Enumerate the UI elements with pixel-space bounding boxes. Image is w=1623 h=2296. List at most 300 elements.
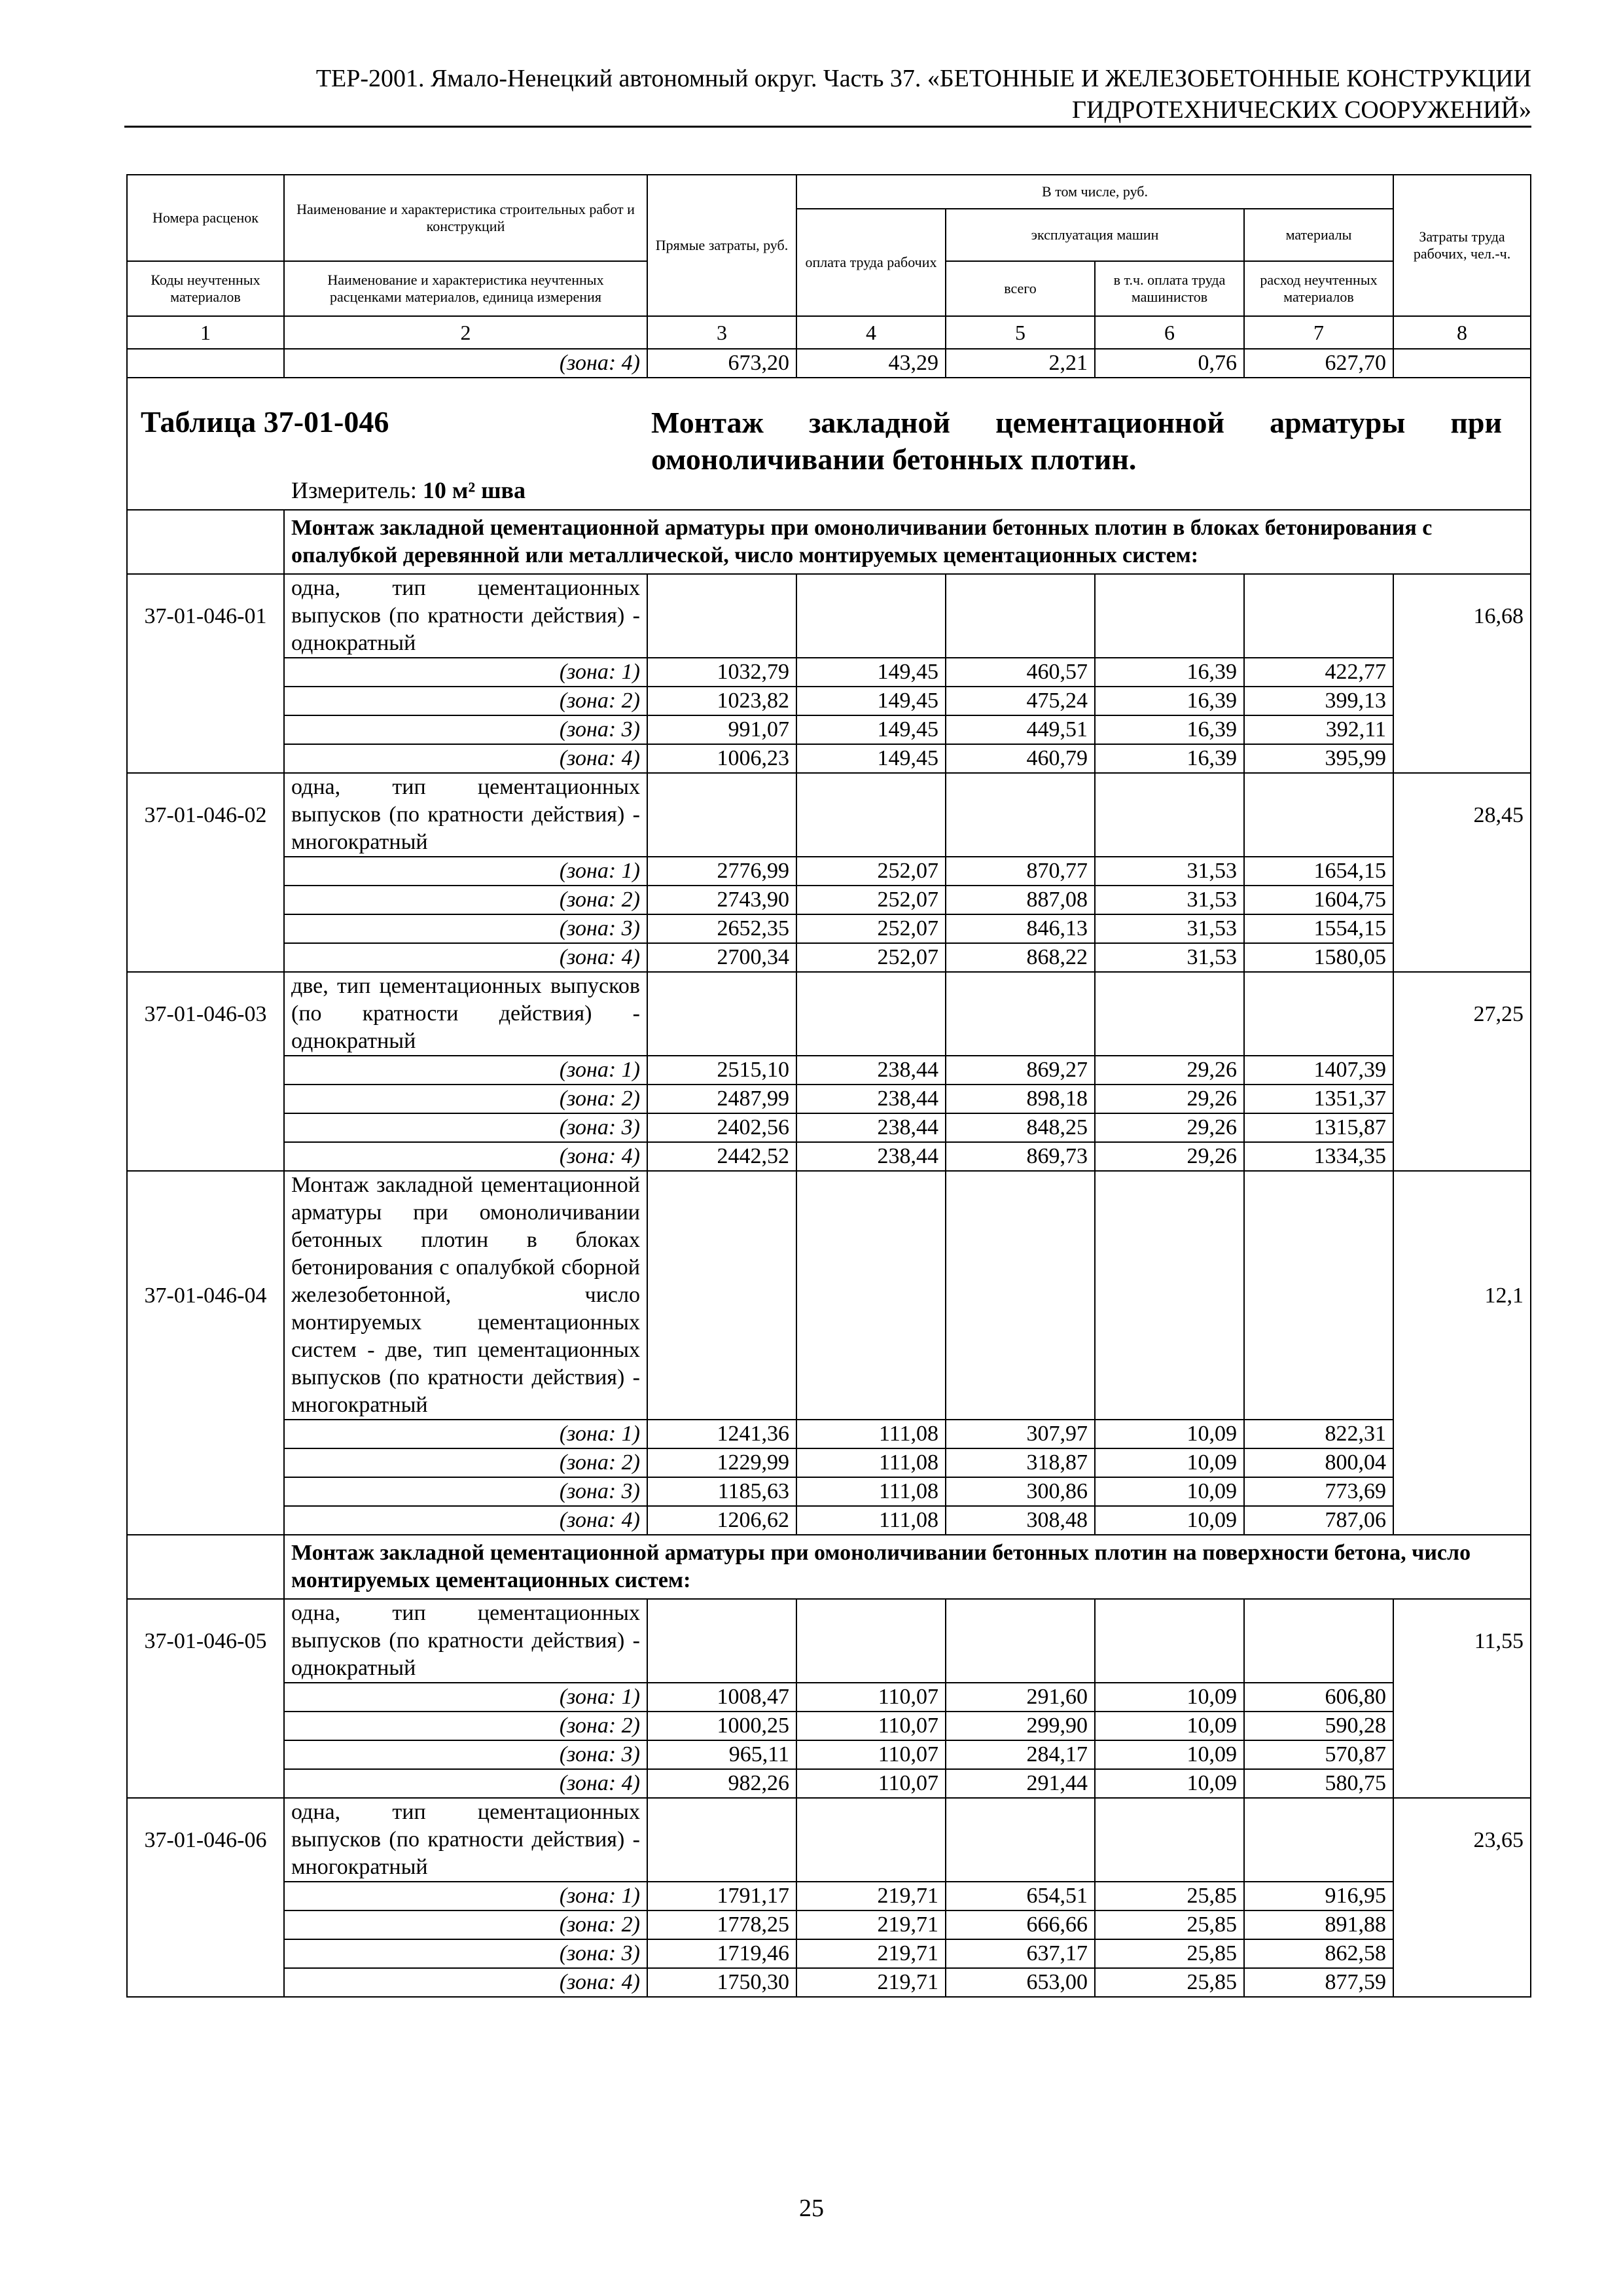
machinist-pay: 31,53 <box>1095 914 1244 943</box>
direct-cost: 982,26 <box>647 1769 796 1798</box>
page-number: 25 <box>799 2195 824 2222</box>
labor-hours-cell <box>1393 687 1531 715</box>
direct-cost: 1229,99 <box>647 1448 796 1477</box>
rate-description: одна, тип цементационных выпусков (по кратности действия) - многократный <box>284 1798 647 1882</box>
measure-label: Измеритель: <box>291 477 417 503</box>
empty-cell <box>647 972 796 1056</box>
table-name: Монтаж закладной цементационной арматуры при омоноличивании бетонных плотин. <box>651 406 1502 476</box>
direct-cost: 1778,25 <box>647 1910 796 1939</box>
machinist-pay: 10,09 <box>1095 1769 1244 1798</box>
section-1-code <box>127 510 284 574</box>
direct-cost: 2515,10 <box>647 1056 796 1085</box>
labor-pay: 149,45 <box>796 715 946 744</box>
machines-total: 846,13 <box>946 914 1095 943</box>
labor-hours-cell <box>1393 914 1531 943</box>
materials: 1407,39 <box>1244 1056 1393 1085</box>
materials: 877,59 <box>1244 1968 1393 1997</box>
rate-description: одна, тип цементационных выпусков (по кратности действия) - многократный <box>284 773 647 857</box>
labor-pay: 219,71 <box>796 1882 946 1910</box>
empty-cell <box>796 972 946 1056</box>
zone-row <box>127 1740 1531 1769</box>
zone-label: (зона: 4) <box>284 1968 647 1997</box>
machines-total: 887,08 <box>946 886 1095 914</box>
direct-cost: 1719,46 <box>647 1939 796 1968</box>
machinist-pay: 25,85 <box>1095 1968 1244 1997</box>
zone-label: (зона: 3) <box>284 914 647 943</box>
direct-cost: 1032,79 <box>647 658 796 687</box>
machines-total: 460,79 <box>946 744 1095 773</box>
machinist-pay: 16,39 <box>1095 687 1244 715</box>
zone-row <box>127 1769 1531 1798</box>
code-cell <box>127 1506 284 1535</box>
section-2-code <box>127 1535 284 1599</box>
labor-pay: 238,44 <box>796 1142 946 1171</box>
machinist-pay: 10,09 <box>1095 1448 1244 1477</box>
labor-pay: 110,07 <box>796 1712 946 1740</box>
labor-pay: 110,07 <box>796 1740 946 1769</box>
labor-pay: 252,07 <box>796 914 946 943</box>
materials: 422,77 <box>1244 658 1393 687</box>
direct-cost: 673,20 <box>647 349 796 378</box>
zone-row <box>127 886 1531 914</box>
direct-cost: 2402,56 <box>647 1113 796 1142</box>
materials: 590,28 <box>1244 1712 1393 1740</box>
zone-label: (зона: 2) <box>284 1910 647 1939</box>
machines-total: 308,48 <box>946 1506 1095 1535</box>
rate-item-row <box>127 972 1531 1056</box>
direct-cost: 991,07 <box>647 715 796 744</box>
rate-description: две, тип цементационных выпусков (по кратности действия) - однократный <box>284 972 647 1056</box>
labor-hours-cell <box>1393 1769 1531 1798</box>
code-cell <box>127 1939 284 1968</box>
labor-pay: 111,08 <box>796 1448 946 1477</box>
machinist-pay: 31,53 <box>1095 857 1244 886</box>
machinist-pay: 31,53 <box>1095 943 1244 972</box>
materials: 580,75 <box>1244 1769 1393 1798</box>
machinist-pay: 10,09 <box>1095 1712 1244 1740</box>
direct-cost: 2700,34 <box>647 943 796 972</box>
materials: 570,87 <box>1244 1740 1393 1769</box>
col-header-mat: материалы <box>1244 209 1393 261</box>
empty-cell <box>796 1599 946 1683</box>
machinist-pay: 29,26 <box>1095 1113 1244 1142</box>
zone-row <box>127 687 1531 715</box>
empty-cell <box>946 1171 1095 1420</box>
rate-code: 37-01-046-02 <box>127 773 284 857</box>
zone-row <box>127 1477 1531 1506</box>
col-num-1: 1 <box>127 316 284 349</box>
code-cell <box>127 857 284 886</box>
rate-code: 37-01-046-05 <box>127 1599 284 1683</box>
header-row-1 <box>127 175 1531 209</box>
labor-pay: 219,71 <box>796 1939 946 1968</box>
labor-hours: 12,1 <box>1393 1171 1531 1420</box>
direct-cost: 1006,23 <box>647 744 796 773</box>
empty-cell <box>1095 972 1244 1056</box>
direct-cost: 1750,30 <box>647 1968 796 1997</box>
labor-hours-cell <box>1393 1142 1531 1171</box>
zone-label: (зона: 1) <box>284 1420 647 1448</box>
machinist-pay: 29,26 <box>1095 1142 1244 1171</box>
labor-hours-cell <box>1393 744 1531 773</box>
zone-row <box>127 715 1531 744</box>
materials: 1315,87 <box>1244 1113 1393 1142</box>
machines-total: 898,18 <box>946 1085 1095 1113</box>
rate-description: одна, тип цементационных выпусков (по кратности действия) - однократный <box>284 574 647 658</box>
col-header-2a: Наименование и характеристика строительных работ и конструкций <box>284 175 647 261</box>
zone-label: (зона: 1) <box>284 1882 647 1910</box>
machines-total: 291,60 <box>946 1683 1095 1712</box>
code-cell <box>127 715 284 744</box>
code-cell <box>127 1910 284 1939</box>
labor-hours <box>1393 349 1531 378</box>
empty-cell <box>647 773 796 857</box>
labor-hours-cell <box>1393 943 1531 972</box>
empty-cell <box>1244 773 1393 857</box>
col-num-6: 6 <box>1095 316 1244 349</box>
rate-item-row <box>127 1171 1531 1420</box>
col-num-7: 7 <box>1244 316 1393 349</box>
machines-total: 307,97 <box>946 1420 1095 1448</box>
code-cell <box>127 1056 284 1085</box>
empty-cell <box>647 574 796 658</box>
machinist-pay: 10,09 <box>1095 1683 1244 1712</box>
labor-hours-cell <box>1393 658 1531 687</box>
direct-cost: 1185,63 <box>647 1477 796 1506</box>
direct-cost: 1791,17 <box>647 1882 796 1910</box>
labor-pay: 238,44 <box>796 1085 946 1113</box>
machines-total: 869,73 <box>946 1142 1095 1171</box>
zone-label: (зона: 3) <box>284 1740 647 1769</box>
empty-cell <box>946 773 1095 857</box>
materials: 392,11 <box>1244 715 1393 744</box>
empty-cell <box>796 1798 946 1882</box>
code-cell <box>127 687 284 715</box>
empty-cell <box>946 1599 1095 1683</box>
empty-cell <box>946 1798 1095 1882</box>
zone-label: (зона: 2) <box>284 1448 647 1477</box>
code-cell <box>127 1477 284 1506</box>
code-cell <box>127 1683 284 1712</box>
materials: 1334,35 <box>1244 1142 1393 1171</box>
empty-cell <box>1095 1599 1244 1683</box>
materials: 822,31 <box>1244 1420 1393 1448</box>
empty-cell <box>1095 1798 1244 1882</box>
zone-label: (зона: 1) <box>284 857 647 886</box>
zone-label: (зона: 1) <box>284 658 647 687</box>
code-cell <box>127 1712 284 1740</box>
labor-pay: 43,29 <box>796 349 946 378</box>
section-2-title: Монтаж закладной цементационной арматуры при омоноличивании бетонных плотин на поверхности бетона, число монтируемых цементационных систем: <box>284 1535 1531 1599</box>
zone-row <box>127 1448 1531 1477</box>
machinist-pay: 10,09 <box>1095 1477 1244 1506</box>
column-number-row <box>127 316 1531 349</box>
col-header-5: всего <box>946 261 1095 316</box>
zone-label: (зона: 2) <box>284 886 647 914</box>
materials: 862,58 <box>1244 1939 1393 1968</box>
empty-cell <box>1244 1798 1393 1882</box>
code-cell <box>127 1769 284 1798</box>
col-header-7: расход неучтенных материалов <box>1244 261 1393 316</box>
table-measure <box>291 476 526 504</box>
rate-item-row <box>127 773 1531 857</box>
empty-cell <box>647 1798 796 1882</box>
labor-hours-cell <box>1393 857 1531 886</box>
materials: 773,69 <box>1244 1477 1393 1506</box>
labor-hours-cell <box>1393 1506 1531 1535</box>
direct-cost: 2743,90 <box>647 886 796 914</box>
zone-row <box>127 1939 1531 1968</box>
empty-cell <box>647 1171 796 1420</box>
col-num-4: 4 <box>796 316 946 349</box>
rate-item-row <box>127 1798 1531 1882</box>
section-1-title: Монтаж закладной цементационной арматуры при омоноличивании бетонных плотин в блоках бетонирования с опалубкой деревянной или металлической, число монтируемых цементационных систем: <box>284 510 1531 574</box>
labor-hours-cell <box>1393 1939 1531 1968</box>
code-cell <box>127 1882 284 1910</box>
machines-total: 284,17 <box>946 1740 1095 1769</box>
zone-row <box>127 1712 1531 1740</box>
zone-label: (зона: 2) <box>284 687 647 715</box>
labor-hours: 23,65 <box>1393 1798 1531 1882</box>
machines-total: 848,25 <box>946 1113 1095 1142</box>
rate-description: одна, тип цементационных выпусков (по кратности действия) - однократный <box>284 1599 647 1683</box>
zone-row <box>127 1683 1531 1712</box>
rate-code: 37-01-046-01 <box>127 574 284 658</box>
zone-label: (зона: 1) <box>284 1683 647 1712</box>
materials: 800,04 <box>1244 1448 1393 1477</box>
zone-label: (зона: 4) <box>284 349 647 378</box>
col-header-2b: Наименование и характеристика неучтенных расценками материалов, единица измерения <box>284 261 647 316</box>
labor-hours: 28,45 <box>1393 773 1531 857</box>
rate-item-row <box>127 574 1531 658</box>
materials: 1351,37 <box>1244 1085 1393 1113</box>
machines-total: 666,66 <box>946 1910 1095 1939</box>
machinist-pay: 10,09 <box>1095 1740 1244 1769</box>
zone-label: (зона: 2) <box>284 1085 647 1113</box>
labor-hours-cell <box>1393 1683 1531 1712</box>
machinist-pay: 10,09 <box>1095 1420 1244 1448</box>
code-cell <box>127 1968 284 1997</box>
zone-row <box>127 914 1531 943</box>
direct-cost: 1008,47 <box>647 1683 796 1712</box>
machines-total: 653,00 <box>946 1968 1095 1997</box>
machinist-pay: 31,53 <box>1095 886 1244 914</box>
machines-total: 449,51 <box>946 715 1095 744</box>
labor-pay: 252,07 <box>796 857 946 886</box>
labor-hours-cell <box>1393 1910 1531 1939</box>
col-num-5: 5 <box>946 316 1095 349</box>
zone-label: (зона: 3) <box>284 1939 647 1968</box>
page-header <box>124 63 1531 126</box>
labor-pay: 149,45 <box>796 744 946 773</box>
labor-hours-cell <box>1393 1113 1531 1142</box>
materials: 916,95 <box>1244 1882 1393 1910</box>
col-header-6: в т.ч. оплата труда машинистов <box>1095 261 1244 316</box>
empty-cell <box>1244 1599 1393 1683</box>
labor-hours-cell <box>1393 1477 1531 1506</box>
header-line-2: ГИДРОТЕХНИЧЕСКИХ СООРУЖЕНИЙ» <box>1071 96 1531 124</box>
direct-cost: 1206,62 <box>647 1506 796 1535</box>
machines-total: 870,77 <box>946 857 1095 886</box>
machinist-pay: 29,26 <box>1095 1085 1244 1113</box>
machines-total: 654,51 <box>946 1882 1095 1910</box>
empty-cell <box>796 574 946 658</box>
machines-total: 2,21 <box>946 349 1095 378</box>
machinist-pay: 29,26 <box>1095 1056 1244 1085</box>
direct-cost: 2776,99 <box>647 857 796 886</box>
zone-label: (зона: 4) <box>284 943 647 972</box>
col-header-8: Затраты труда рабочих, чел.-ч. <box>1393 175 1531 316</box>
empty-cell <box>1244 1171 1393 1420</box>
materials: 1604,75 <box>1244 886 1393 914</box>
direct-cost: 1241,36 <box>647 1420 796 1448</box>
labor-pay: 252,07 <box>796 886 946 914</box>
materials: 627,70 <box>1244 349 1393 378</box>
labor-hours-cell <box>1393 1085 1531 1113</box>
labor-pay: 149,45 <box>796 658 946 687</box>
rate-code: 37-01-046-03 <box>127 972 284 1056</box>
zone-row <box>127 1142 1531 1171</box>
empty-cell <box>1244 574 1393 658</box>
labor-hours-cell <box>1393 1882 1531 1910</box>
machinist-pay: 16,39 <box>1095 744 1244 773</box>
zone-row <box>127 1085 1531 1113</box>
labor-pay: 219,71 <box>796 1968 946 1997</box>
empty-cell <box>796 1171 946 1420</box>
zone-row <box>127 1882 1531 1910</box>
machines-total: 300,86 <box>946 1477 1095 1506</box>
measure-value: 10 м² шва <box>422 477 526 503</box>
col-num-8: 8 <box>1393 316 1531 349</box>
materials: 606,80 <box>1244 1683 1393 1712</box>
direct-cost: 965,11 <box>647 1740 796 1769</box>
zone-label: (зона: 3) <box>284 715 647 744</box>
code-cell <box>127 914 284 943</box>
zone-row <box>127 1113 1531 1142</box>
rate-code: 37-01-046-06 <box>127 1798 284 1882</box>
code-cell <box>127 1113 284 1142</box>
labor-hours-cell <box>1393 1056 1531 1085</box>
col-header-mach: эксплуатация машин <box>946 209 1244 261</box>
materials: 1654,15 <box>1244 857 1393 886</box>
materials: 399,13 <box>1244 687 1393 715</box>
rate-item-row <box>127 1599 1531 1683</box>
zone-row <box>127 1056 1531 1085</box>
rate-code: 37-01-046-04 <box>127 1171 284 1420</box>
empty-cell <box>1095 574 1244 658</box>
table-title-cell <box>127 378 1531 510</box>
labor-hours: 11,55 <box>1393 1599 1531 1683</box>
labor-pay: 111,08 <box>796 1420 946 1448</box>
labor-pay: 111,08 <box>796 1506 946 1535</box>
zone-row <box>127 857 1531 886</box>
materials: 891,88 <box>1244 1910 1393 1939</box>
header-divider <box>124 126 1531 128</box>
col-header-1a: Номера расценок <box>127 175 284 261</box>
direct-cost: 2652,35 <box>647 914 796 943</box>
materials: 1580,05 <box>1244 943 1393 972</box>
labor-hours: 27,25 <box>1393 972 1531 1056</box>
zone-row <box>127 658 1531 687</box>
machinist-pay: 16,39 <box>1095 658 1244 687</box>
col-header-incl: В том числе, руб. <box>796 175 1393 209</box>
labor-hours-cell <box>1393 886 1531 914</box>
zone-row <box>127 1420 1531 1448</box>
code-cell <box>127 1142 284 1171</box>
labor-pay: 238,44 <box>796 1056 946 1085</box>
code-cell <box>127 658 284 687</box>
labor-pay: 252,07 <box>796 943 946 972</box>
machinist-pay: 25,85 <box>1095 1939 1244 1968</box>
direct-cost: 1023,82 <box>647 687 796 715</box>
zone-row <box>127 1910 1531 1939</box>
zone-row <box>127 943 1531 972</box>
machines-total: 868,22 <box>946 943 1095 972</box>
machines-total: 318,87 <box>946 1448 1095 1477</box>
labor-hours: 16,68 <box>1393 574 1531 658</box>
rates-table <box>126 174 1531 1998</box>
col-num-2: 2 <box>284 316 647 349</box>
table-title-row <box>127 378 1531 510</box>
zone-label: (зона: 4) <box>284 744 647 773</box>
labor-pay: 110,07 <box>796 1769 946 1798</box>
previous-table-row <box>127 349 1531 378</box>
zone-row <box>127 744 1531 773</box>
machinist-pay: 0,76 <box>1095 349 1244 378</box>
col-header-3: Прямые затраты, руб. <box>647 175 796 316</box>
zone-label: (зона: 2) <box>284 1712 647 1740</box>
empty-cell <box>946 574 1095 658</box>
labor-pay: 111,08 <box>796 1477 946 1506</box>
col-header-1b: Коды неучтенных материалов <box>127 261 284 316</box>
labor-hours-cell <box>1393 1712 1531 1740</box>
zone-label: (зона: 4) <box>284 1769 647 1798</box>
zone-row <box>127 1506 1531 1535</box>
code-cell <box>127 744 284 773</box>
machines-total: 291,44 <box>946 1769 1095 1798</box>
machinist-pay: 10,09 <box>1095 1506 1244 1535</box>
empty-cell <box>1244 972 1393 1056</box>
code-cell <box>127 1448 284 1477</box>
zone-label: (зона: 4) <box>284 1142 647 1171</box>
zone-row <box>127 1968 1531 1997</box>
zone-label: (зона: 3) <box>284 1113 647 1142</box>
machinist-pay: 16,39 <box>1095 715 1244 744</box>
code-cell <box>127 1740 284 1769</box>
machinist-pay: 25,85 <box>1095 1910 1244 1939</box>
code-cell <box>127 886 284 914</box>
col-num-3: 3 <box>647 316 796 349</box>
zone-label: (зона: 3) <box>284 1477 647 1506</box>
machines-total: 637,17 <box>946 1939 1095 1968</box>
rate-description: Монтаж закладной цементационной арматуры при омоноличивании бетонных плотин в блоках бетонирования с опалубкой сборной железобетонной, число монтируемых цементационных систем - две, тип цементационных выпусков (по кратности действия) - многократный <box>284 1171 647 1420</box>
header-line-1: ТЕР-2001. Ямало-Ненецкий автономный округ. Часть 37. «БЕТОННЫЕ И ЖЕЛЕЗОБЕТОННЫЕ КОНСТРУКЦИИ <box>315 65 1531 92</box>
empty-cell <box>946 972 1095 1056</box>
labor-hours-cell <box>1393 715 1531 744</box>
direct-cost: 2442,52 <box>647 1142 796 1171</box>
labor-hours-cell <box>1393 1740 1531 1769</box>
materials: 395,99 <box>1244 744 1393 773</box>
empty-cell <box>796 773 946 857</box>
machines-total: 460,57 <box>946 658 1095 687</box>
labor-pay: 110,07 <box>796 1683 946 1712</box>
col-header-4: оплата труда рабочих <box>796 209 946 316</box>
table-number: Таблица 37-01-046 <box>141 405 389 439</box>
code-cell <box>127 349 284 378</box>
labor-pay: 149,45 <box>796 687 946 715</box>
direct-cost: 2487,99 <box>647 1085 796 1113</box>
labor-hours-cell <box>1393 1968 1531 1997</box>
